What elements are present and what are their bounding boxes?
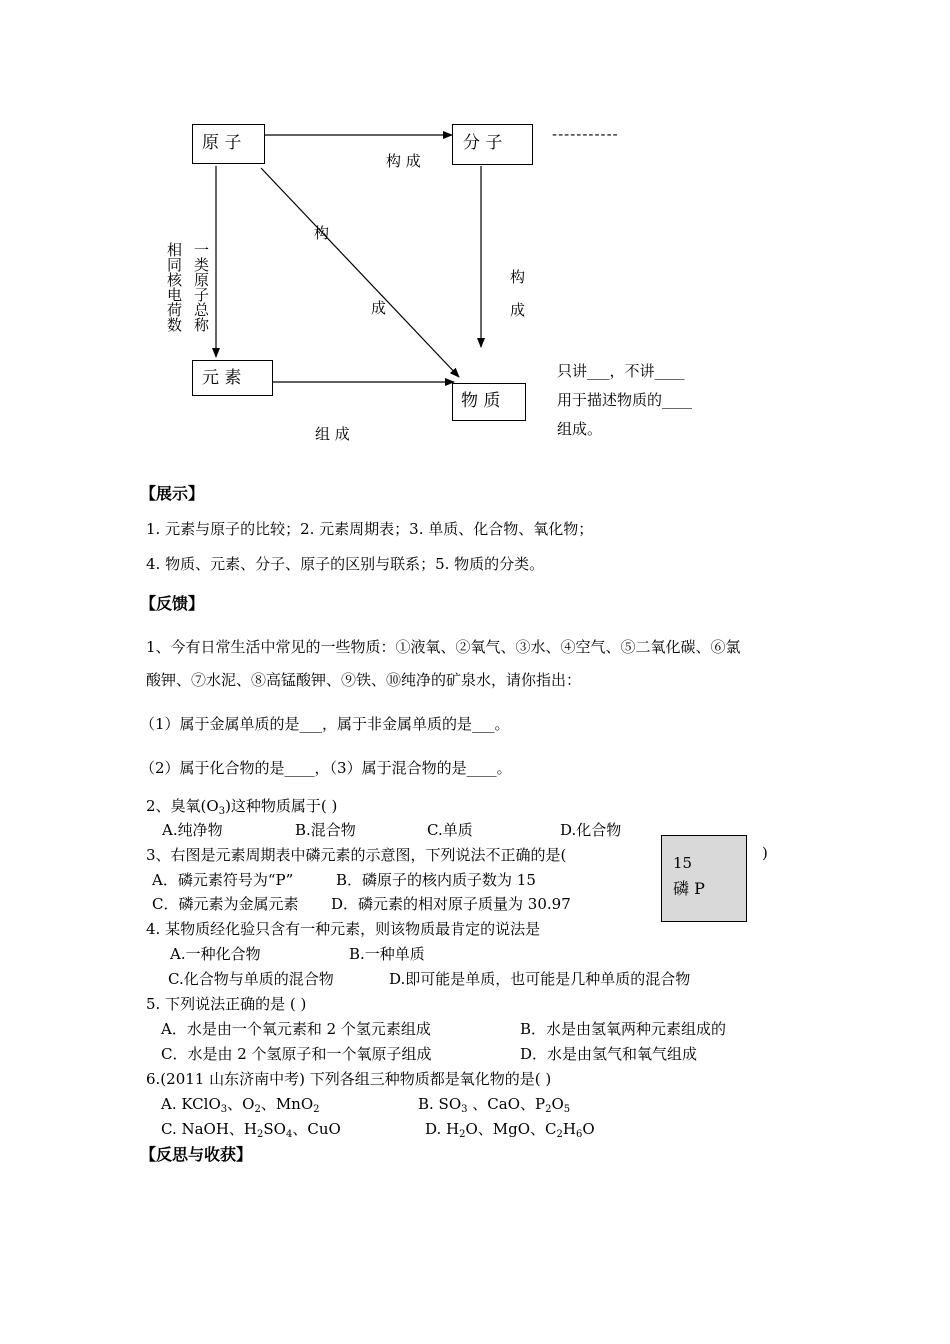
q5-option-b: B．水是由氢氧两种元素组成的 [520,1020,727,1038]
label-atom-class-name: 一类原子总称 [192,242,210,332]
q4-option-c: C.化合物与单质的混合物 [168,970,334,988]
q4-stem: 4. 某物质经化验只含有一种元素，则该物质最肯定的说法是 [146,920,541,938]
label-gou-right: 构 [510,268,526,286]
q3-option-c: C．磷元素为金属元素 [152,895,299,913]
reflect-heading: 【反思与收获】 [140,1145,253,1164]
q6-option-c: C. NaOH、$H_2SO_4$、CuO [161,1120,341,1140]
feedback-heading: 【反馈】 [140,594,205,613]
label-zucheng: 组 成 [315,425,350,443]
q4-option-b: B.一种单质 [349,945,425,963]
q6-option-b: B. $SO_3$ 、CaO、$P_2O_5$ [418,1095,571,1115]
q1-part-2: （2）属于化合物的是____，（3）属于混合物的是____。 [140,759,512,777]
show-line-1: 1. 元素与原子的比较；2. 元素周期表；3. 单质、化合物、氧化物； [146,520,594,538]
q2-option-c: C.单质 [427,821,473,839]
element-note-2: 用于描述物质的____ [557,391,693,409]
dashed-continuation: ----------- [552,125,619,143]
molecule-box [452,124,533,165]
q5-option-d: D．水是由氢气和氧气组成 [520,1045,698,1063]
q6-option-d: D. $H_2O$、MgO、$C_2H_6O$ [425,1120,595,1140]
q3-stem: 3、右图是元素周期表中磷元素的示意图，下列说法不正确的是( [146,846,567,864]
q1-line-a: 1、今有日常生活中常见的一些物质：①液氧、②氧气、③水、④空气、⑤二氧化碳、⑥氯 [146,638,741,656]
label-same-nuclear-charge: 相同核电荷数 [165,242,183,332]
q5-option-a: A．水是由一个氧元素和 2 个氢元素组成 [161,1020,431,1038]
q2-option-a: A.纯净物 [162,821,223,839]
q3-close-paren: ) [762,844,768,862]
label-gou-diagonal: 构 [314,224,330,242]
substance-label: 物 质 [461,391,501,411]
element-label: 元 素 [202,368,242,388]
q4-option-a: A.一种化合物 [170,945,261,963]
label-cheng-right: 成 [510,301,526,319]
phosphorus-tile [661,835,747,922]
q3-option-b: B．磷原子的核内质子数为 15 [336,871,536,889]
q5-option-c: C．水是由 2 个氢原子和一个氧原子组成 [161,1045,432,1063]
atom-box [192,124,265,164]
q3-option-d: D．磷元素的相对原子质量为 30.97 [331,895,571,913]
q5-stem: 5. 下列说法正确的是 ( ) [146,995,307,1013]
molecule-label: 分 子 [463,133,503,153]
tile-atomic-number: 15 [673,854,693,872]
q2-option-d: D.化合物 [560,821,622,839]
q1-line-b: 酸钾、⑦水泥、⑧高锰酸钾、⑨铁、⑩纯净的矿泉水，请你指出： [146,671,582,689]
atom-label: 原 子 [202,133,242,153]
q3-option-a: A．磷元素符号为“P” [152,871,294,889]
q2-stem: 2、臭氧$(O_3)$这种物质属于( ) [146,797,338,817]
substance-box [452,383,526,421]
label-cheng-diagonal: 成 [371,299,387,317]
arrow-atom-to-substance [261,168,459,377]
q6-stem: 6.(2011 山东济南中考) 下列各组三种物质都是氧化物的是( ) [146,1070,552,1088]
q4-option-d: D.即可能是单质，也可能是几种单质的混合物 [389,970,691,988]
label-goucheng-top: 构 成 [386,152,421,170]
show-line-2: 4. 物质、元素、分子、原子的区别与联系；5. 物质的分类。 [146,555,545,573]
show-heading: 【展示】 [140,484,205,503]
tile-element-name: 磷 P [673,879,705,898]
element-note-1: 只讲___，不讲____ [557,362,685,380]
element-note-3: 组成。 [557,420,603,438]
q6-option-a: A. KClO$_3$、$O_2$、MnO$_2$ [161,1095,320,1115]
element-box [192,360,273,396]
q2-option-b: B.混合物 [295,821,356,839]
q1-part-1: （1）属于金属单质的是___，属于非金属单质的是___。 [140,715,510,733]
